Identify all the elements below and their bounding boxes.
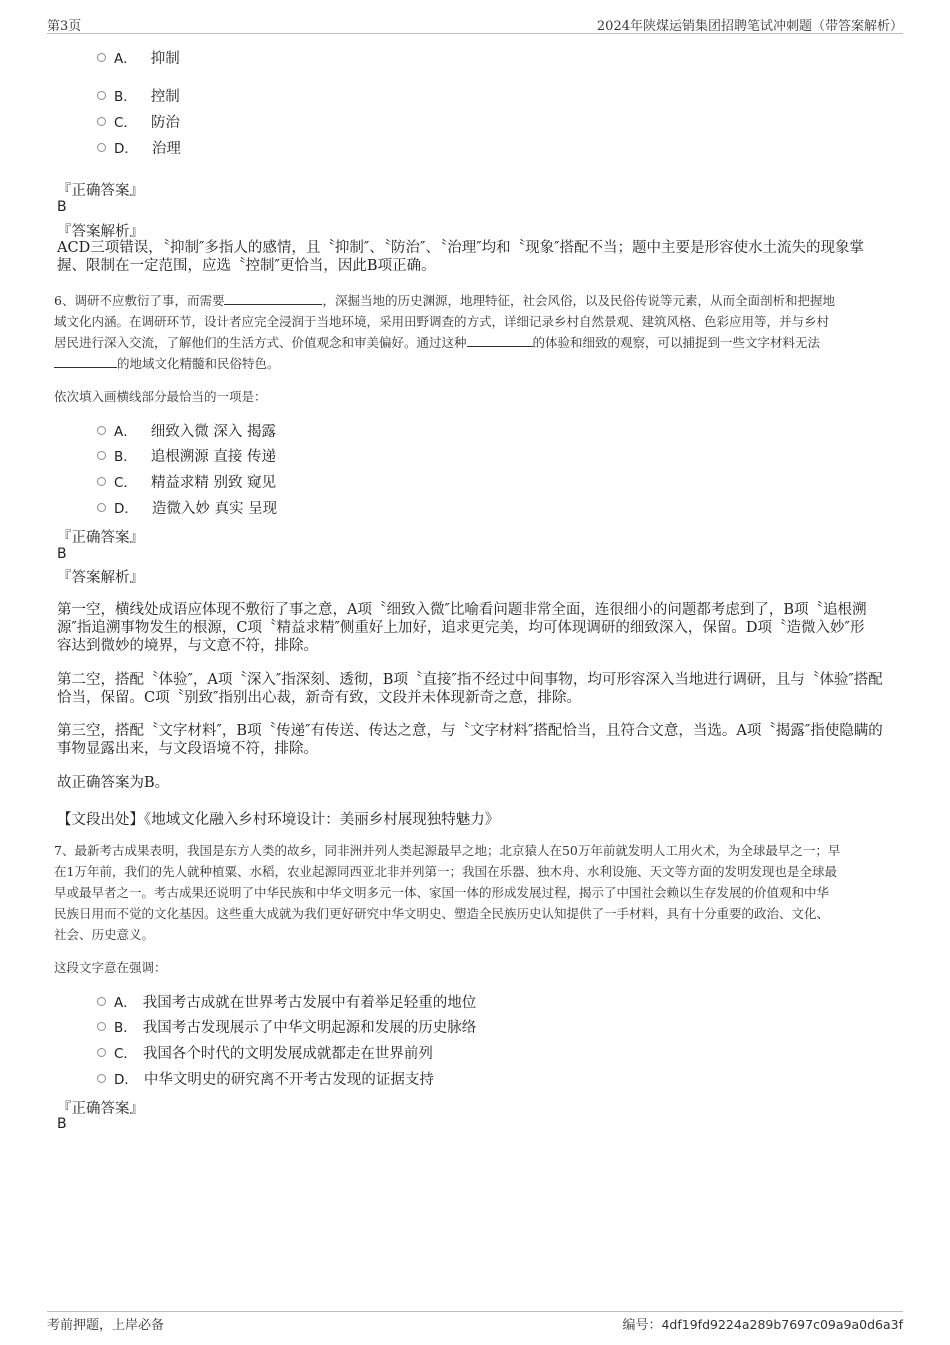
q5-analysis-line: 握、限制在一定范围，应选〝控制″更恰当，因此B项正确。: [57, 258, 436, 274]
q6-option-c[interactable]: [97, 471, 276, 491]
option-letter: A．: [114, 51, 137, 67]
q7-stem-text: 民族日用而不觉的文化基因。这些重大成就为我们更好研究中华文明史、塑造全民族历史认知提供了一手材料，具有十分重要的政治、文化、: [54, 906, 830, 921]
document-title: 2024年陕煤运销集团招聘笔试冲刺题（带答案解析）: [596, 19, 903, 34]
q7-stem-text: 早或最早者之一。考古成果还说明了中华民族和中华文明多元一体、家国一体的形成发展过程，揭示了中国社会赖以生存发展的价值观和中华: [54, 885, 830, 900]
q7-option-c[interactable]: [97, 1042, 433, 1062]
page-number: 第3页: [47, 19, 82, 34]
option-letter: C．: [114, 115, 137, 131]
code-value: 4df19fd9224a289b7697c09a9a0d6a3f: [661, 1317, 903, 1332]
option-text: 造微入妙 真实 呈现: [151, 500, 278, 517]
option-letter: C．: [114, 475, 137, 491]
q6-answer: B: [57, 546, 67, 562]
document-code: [622, 1314, 903, 1333]
q6-analysis-label: 『答案解析』: [57, 570, 144, 586]
radio-icon[interactable]: [97, 997, 106, 1006]
option-text: 我国考古发现展示了中华文明起源和发展的历史脉络: [142, 1019, 477, 1036]
radio-icon[interactable]: [97, 1048, 106, 1057]
q6-stem-text: 的体验和细致的观察，可以捕捉到一些文字材料无法: [532, 335, 821, 350]
q6-analysis-line: 事物显露出来，与文段语境不符，排除。: [57, 741, 318, 757]
q5-answer: B: [57, 199, 67, 215]
option-text: 控制: [150, 88, 180, 105]
q7-stem-text: 社会、历史意义。: [54, 927, 155, 942]
footer-divider: [47, 1311, 903, 1312]
q7-option-d[interactable]: [97, 1068, 434, 1088]
option-letter: D．: [114, 1072, 138, 1088]
q6-prompt: 依次填入画横线部分最恰当的一项是：: [54, 389, 267, 404]
option-letter: B．: [114, 449, 137, 465]
q6-source: 【文段出处】《地域文化融入乡村环境设计：美丽乡村展现独特魅力》: [57, 812, 500, 828]
option-letter: D．: [114, 501, 138, 517]
q6-stem-text: ，深掘当地的历史渊源，地理特征，社会风俗，以及民俗传说等元素，从而全面剖析和把握地: [322, 293, 835, 308]
option-letter: A．: [114, 995, 137, 1011]
q6-analysis-line: 第一空，横线处成语应体现不敷衍了事之意，A项〝细致入微″比喻看问题非常全面，连很细小的问题都考虑到了，B项〝追根溯: [57, 602, 867, 618]
header-divider: [47, 33, 903, 34]
radio-icon[interactable]: [97, 451, 106, 460]
q6-option-d[interactable]: [97, 497, 277, 517]
q7-stem-text: 7、最新考古成果表明，我国是东方人类的故乡，同非洲并列人类起源最早之地；北京猿人在50万年前就发明人工用火术，为全球最早之一；早: [54, 843, 841, 858]
q7-option-a[interactable]: [97, 991, 476, 1011]
q6-stem-text: 的地域文化精髓和民俗特色。: [117, 356, 280, 371]
q6-option-a[interactable]: [97, 420, 276, 440]
q5-option-b[interactable]: [97, 85, 180, 105]
q5-analysis-line: ACD三项错误，〝抑制″多指人的感情，且〝抑制″、〝防治″、〝治理″均和〝现象″搭配不当；题中主要是形容使水土流失的现象掌: [57, 240, 865, 256]
q6-stem-text: 6、调研不应敷衍了事，而需要: [54, 293, 225, 308]
q6-conclusion: 故正确答案为B。: [57, 775, 170, 791]
option-text: 治理: [151, 140, 181, 157]
option-letter: B．: [114, 89, 137, 105]
option-letter: B．: [114, 1020, 137, 1036]
option-text: 细致入微 深入 揭露: [150, 423, 276, 440]
radio-icon[interactable]: [97, 91, 106, 100]
blank-line: [224, 292, 322, 305]
radio-icon[interactable]: [97, 53, 106, 62]
option-text: 抑制: [150, 50, 180, 67]
q7-correct-answer-label: 『正确答案』: [57, 1101, 144, 1117]
radio-icon[interactable]: [97, 1022, 106, 1031]
option-letter: D．: [114, 141, 138, 157]
q6-analysis-line: 源″指追溯事物发生的根源，C项〝精益求精″侧重好上加好，追求更完美，均可体现调研的细致深入，保留。D项〝造微入妙″形: [57, 620, 865, 636]
option-text: 我国各个时代的文明发展成就都走在世界前列: [142, 1045, 433, 1062]
q6-correct-answer-label: 『正确答案』: [57, 530, 144, 546]
q7-prompt: 这段文字意在强调：: [54, 960, 167, 975]
option-text: 我国考古成就在世界考古发展中有着举足轻重的地位: [142, 994, 477, 1011]
option-text: 追根溯源 直接 传递: [150, 448, 276, 465]
q6-stem: [54, 290, 884, 374]
code-label: 编号：: [622, 1318, 662, 1333]
option-letter: C．: [114, 1046, 137, 1062]
q7-option-b[interactable]: [97, 1016, 476, 1036]
option-text: 中华文明史的研究离不开考古发现的证据支持: [143, 1071, 434, 1088]
radio-icon[interactable]: [97, 117, 106, 126]
option-letter: A．: [114, 424, 137, 440]
blank-line: [467, 334, 533, 347]
q5-correct-answer-label: 『正确答案』: [57, 183, 144, 199]
radio-icon[interactable]: [97, 426, 106, 435]
q5-option-a[interactable]: [97, 47, 180, 67]
q7-stem-text: 在1万年前，我们的先人就种植粟、水稻，农业起源同西亚北非并列第一；我国在乐器、独木舟、水利设施、天文等方面的发明发现也是全球最: [54, 864, 837, 879]
radio-icon[interactable]: [97, 1074, 106, 1083]
q6-analysis-line: 恰当，保留。C项〝别致″指别出心裁，新奇有致，文段并未体现新奇之意，排除。: [57, 690, 582, 706]
q7-answer: B: [57, 1116, 67, 1132]
option-text: 精益求精 别致 窥见: [150, 474, 277, 491]
option-text: 防治: [150, 114, 180, 131]
q5-option-c[interactable]: [97, 111, 180, 131]
footer-slogan: 考前押题，上岸必备: [47, 1318, 165, 1333]
q7-stem: [54, 840, 884, 945]
q5-analysis-label: 『答案解析』: [57, 224, 144, 240]
q6-analysis-line: 第三空，搭配〝文字材料″，B项〝传递″有传送、传达之意，与〝文字材料″搭配恰当，且符合文意，当选。A项〝揭露″指使隐瞒的: [57, 723, 883, 739]
blank-line: [54, 355, 117, 368]
radio-icon[interactable]: [97, 503, 106, 512]
radio-icon[interactable]: [97, 143, 106, 152]
q6-stem-text: 居民进行深入交流，了解他们的生活方式、价值观念和审美偏好。通过这种: [54, 335, 467, 350]
q5-option-d[interactable]: [97, 137, 181, 157]
q6-stem-text: 域文化内涵。在调研环节，设计者应完全浸润于当地环境，采用田野调查的方式，详细记录乡村自然景观、建筑风格、色彩应用等，并与乡村: [54, 314, 830, 329]
q6-option-b[interactable]: [97, 445, 276, 465]
q6-analysis-line: 第二空，搭配〝体验″，A项〝深入″指深刻、透彻，B项〝直接″指不经过中间事物，均可形容深入当地进行调研，且与〝体验″搭配: [57, 672, 883, 688]
q6-analysis-line: 容达到微妙的境界，与文意不符，排除。: [57, 638, 318, 654]
radio-icon[interactable]: [97, 477, 106, 486]
